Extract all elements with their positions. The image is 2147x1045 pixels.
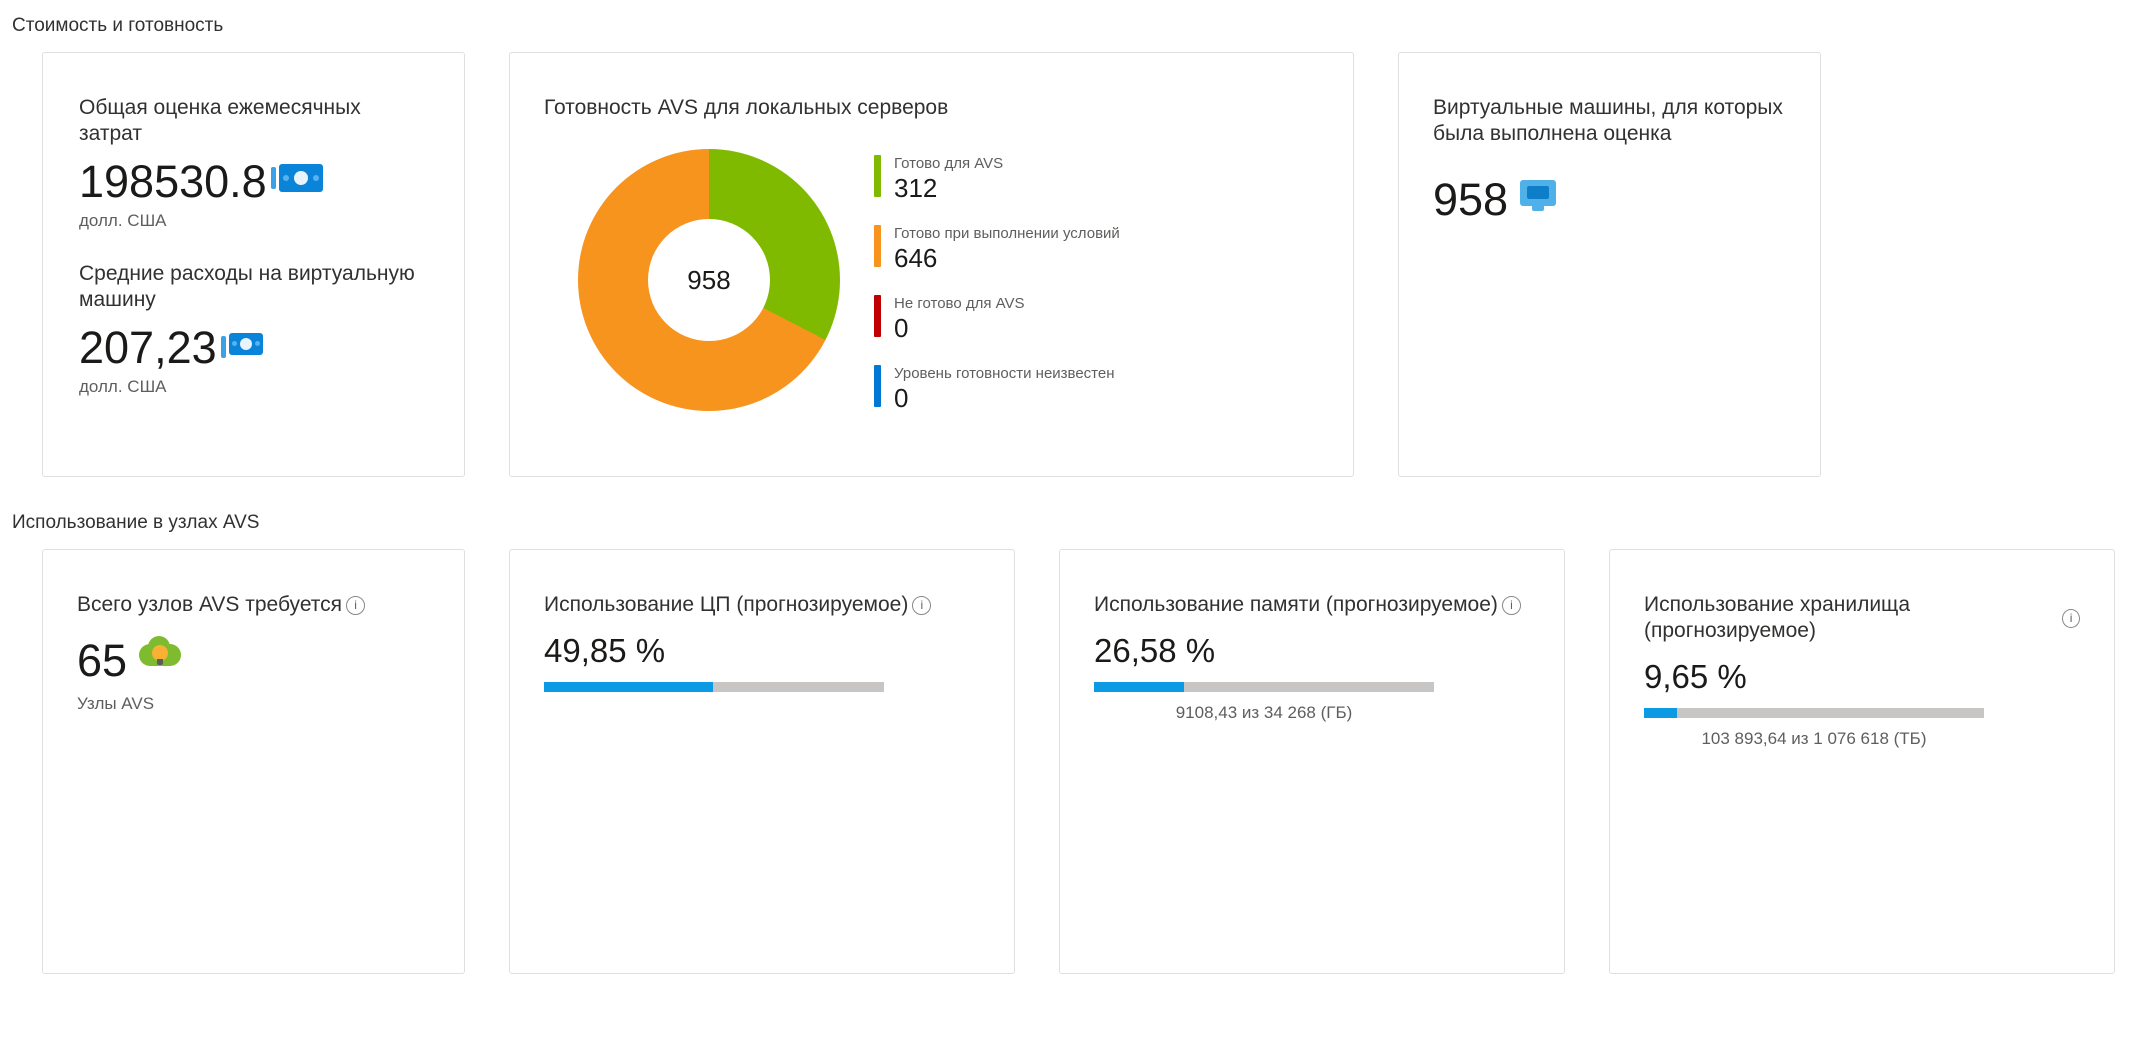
total-nodes-value-row — [77, 626, 430, 688]
legend-text — [894, 365, 1115, 413]
metric-title: Использование хранилища (прогнозируемое) — [1644, 593, 1911, 642]
legend-label: Уровень готовности неизвестен — [894, 365, 1115, 382]
legend-value: 312 — [894, 173, 938, 203]
metric-value: 9,65 % — [1644, 658, 1747, 695]
total-cost-label: Общая оценка ежемесячных затрат — [79, 96, 361, 145]
metric-title: Использование ЦП (прогнозируемое) — [544, 593, 909, 616]
info-icon[interactable]: i — [1502, 596, 1521, 615]
avg-cost-units: долл. США — [79, 377, 167, 396]
money-icon-small — [229, 333, 263, 355]
metric-value: 49,85 % — [544, 632, 666, 669]
metric-title-row — [544, 592, 980, 618]
monitor-icon — [1520, 180, 1556, 212]
readiness-title: Готовность AVS для локальных серверов — [544, 96, 949, 119]
total-nodes-sub-label: Узлы AVS — [77, 694, 155, 713]
total-cost-value-row — [79, 147, 428, 209]
legend-value: 0 — [894, 383, 909, 413]
metric-sub-label: 103 893,64 из 1 076 618 (ТБ) — [1701, 729, 1927, 748]
legend-label: Готово при выполнении условий — [894, 225, 1120, 242]
legend-item — [874, 295, 1319, 343]
card-estimated-cost — [42, 52, 465, 477]
assessed-vms-value: 958 — [1433, 174, 1509, 225]
legend-value: 646 — [894, 243, 938, 273]
legend-value: 0 — [894, 313, 909, 343]
legend-text — [894, 225, 1120, 273]
total-nodes-value: 65 — [77, 635, 128, 686]
legend-text — [894, 295, 1025, 343]
avg-cost-label: Средние расходы на виртуальную машину — [79, 262, 415, 311]
donut-center-value: 958 — [648, 219, 770, 341]
info-icon[interactable]: i — [346, 596, 365, 615]
metric-title-row — [1094, 592, 1530, 618]
section-title-avs-usage: Использование в узлах AVS — [12, 512, 260, 533]
legend-label: Готово для AVS — [894, 155, 1004, 172]
legend-color-swatch — [874, 155, 881, 197]
card-assessed-vms — [1398, 52, 1821, 477]
metric-progress-fill — [544, 682, 713, 692]
legend-item — [874, 155, 1319, 203]
info-icon[interactable]: i — [2062, 609, 2080, 628]
total-cost-units: долл. США — [79, 211, 167, 230]
readiness-donut-chart — [578, 149, 840, 411]
metric-progress-bar — [1094, 682, 1434, 692]
metric-title-row — [1644, 592, 2080, 644]
assessed-vms-value-row — [1433, 165, 1786, 227]
legend-color-swatch — [874, 295, 881, 337]
info-icon[interactable]: i — [912, 596, 931, 615]
card-avs-readiness — [509, 52, 1354, 477]
metric-progress-bar — [1644, 708, 1984, 718]
card-metric — [509, 549, 1015, 974]
cost-readiness-row — [0, 52, 2147, 477]
legend-text — [894, 155, 1003, 203]
avg-cost-value-row — [79, 313, 428, 375]
legend-color-swatch — [874, 365, 881, 407]
legend-color-swatch — [874, 225, 881, 267]
legend-label: Не готово для AVS — [894, 295, 1025, 312]
readiness-body — [544, 149, 1319, 435]
legend-item — [874, 365, 1319, 413]
metric-progress-bar — [544, 682, 884, 692]
avg-cost-value: 207,23 — [79, 322, 217, 373]
avs-usage-row — [0, 549, 2147, 974]
total-nodes-title: Всего узлов AVS требуется — [77, 593, 343, 616]
metric-value: 26,58 % — [1094, 632, 1216, 669]
card-total-avs-nodes — [42, 549, 465, 974]
section-title-cost-readiness: Стоимость и готовность — [12, 15, 224, 36]
total-nodes-title-row — [77, 592, 430, 618]
metric-progress-fill — [1094, 682, 1184, 692]
metric-title: Использование памяти (прогнозируемое) — [1094, 593, 1498, 616]
money-icon — [279, 164, 323, 192]
total-cost-value: 198530.8 — [79, 156, 267, 207]
card-metric — [1059, 549, 1565, 974]
readiness-legend — [874, 149, 1319, 435]
legend-item — [874, 225, 1319, 273]
metric-sub-label: 9108,43 из 34 268 (ГБ) — [1175, 703, 1353, 722]
card-metric — [1609, 549, 2115, 974]
donut-chart-wrap — [544, 149, 874, 411]
assessed-vms-title: Виртуальные машины, для которых была выполнена оценка — [1433, 96, 1783, 145]
metric-progress-fill — [1644, 708, 1677, 718]
avs-node-icon — [139, 640, 181, 674]
